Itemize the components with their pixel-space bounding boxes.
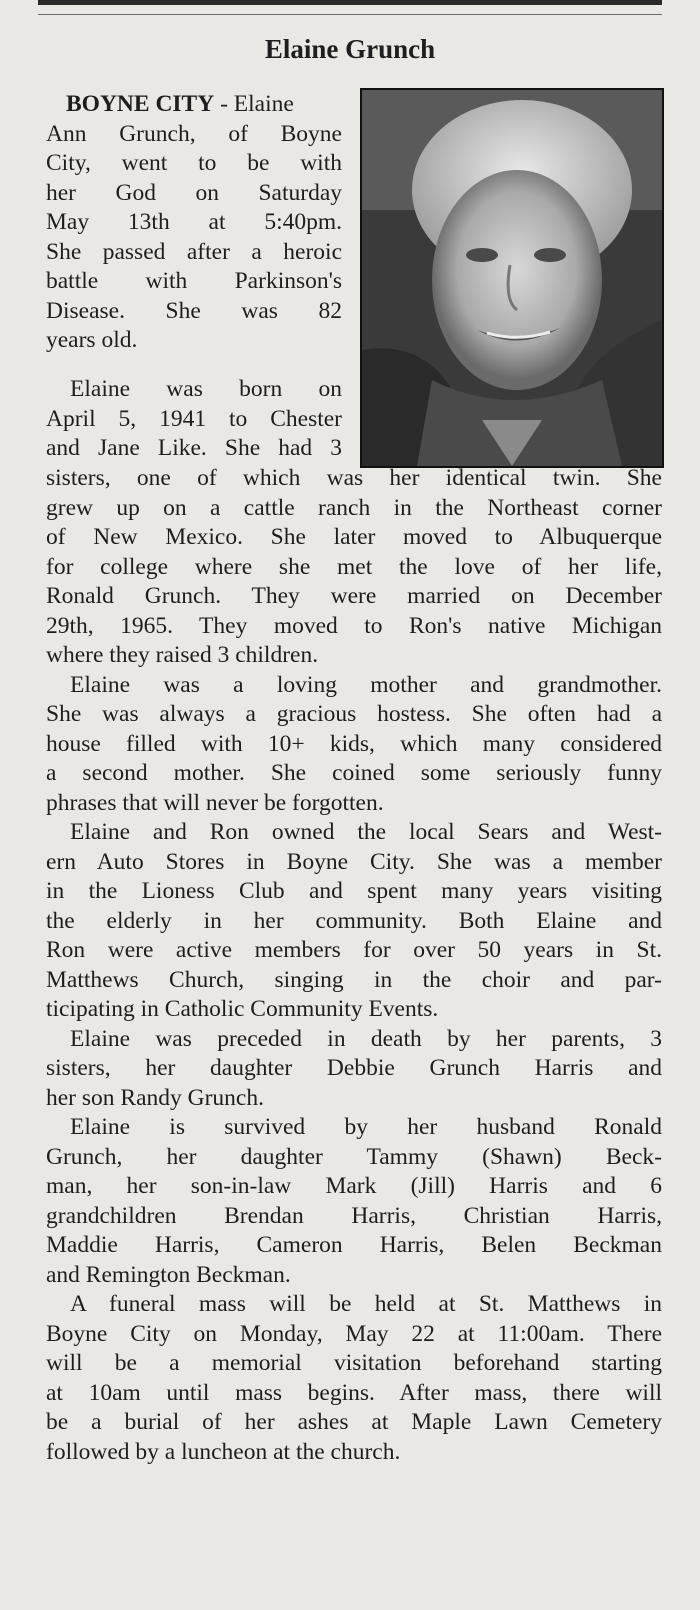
family-line: Elaine was a loving mother and grandmother. [70,671,662,698]
preceded-line: sisters, her daughter Debbie Grunch Harris and [46,1055,662,1081]
intro-line: She passed after a heroic [46,238,342,265]
family-line: a second mother. She coined some seriously funny [46,760,662,786]
birth-line: sisters, one of which was her identical twin. She [46,465,662,491]
birth-paragraph-rest [46,464,662,1467]
survived-line: Elaine is survived by her husband Ronald [70,1114,662,1140]
intro-line: Disease. She was 82 [46,297,342,324]
top-divider [38,14,662,15]
intro-line: years old. [46,327,138,353]
birth-line: of New Mexico. She later moved to Albuquerque [46,524,662,550]
service-line: be a burial of her ashes at Maple Lawn Cemetery [46,1409,662,1435]
intro-line: her God on Saturday [46,179,342,206]
preceded-line: Elaine was preceded in death by her parents, 3 [70,1025,662,1052]
birth-paragraph-top [46,375,342,464]
birth-line: for college where she met the love of her life, [46,553,662,580]
family-line: house filled with 10+ kids, which many considered [46,730,662,757]
intro-line: Ann Grunch, of Boyne [46,120,342,147]
intro-line: battle with Parkinson's [46,268,342,294]
business-line: Elaine and Ron owned the local Sears and West- [70,819,662,845]
birth-line: grew up on a cattle ranch in the Northeast corner [46,494,662,521]
service-line: Boyne City on Monday, May 22 at 11:00am. There [46,1320,662,1347]
survived-line: Maddie Harris, Cameron Harris, Belen Beckman [46,1232,662,1258]
obituary-headline: Elaine Grunch [264,34,436,64]
family-line: She was always a gracious hostess. She often had a [46,701,662,727]
intro-line: May 13th at 5:40pm. [46,209,342,235]
intro-line: - Elaine [214,91,294,117]
business-line: in the Lioness Club and spent many years visiting [46,878,662,904]
business-line: Ron were active members for over 50 years in St. [46,937,662,963]
dateline: BOYNE CITY [66,91,215,117]
birth-line: April 5, 1941 to Chester [46,405,342,432]
business-line: ticipating in Catholic Community Events. [46,996,439,1022]
birth-line: Ronald Grunch. They were married on December [46,583,662,609]
business-line: ern Auto Stores in Boyne City. She was a member [46,848,662,875]
service-line: at 10am until mass begins. After mass, there will [46,1379,662,1406]
survived-line: Grunch, her daughter Tammy (Shawn) Beck- [46,1143,662,1170]
intro-paragraph [46,90,342,356]
intro-line: City, went to be with [46,150,342,176]
survived-line: man, her son-in-law Mark (Jill) Harris and 6 [46,1173,662,1199]
survived-line: and Remington Beckman. [46,1261,291,1288]
birth-line: where they raised 3 children. [46,642,319,668]
service-line: followed by a luncheon at the church. [46,1438,401,1465]
service-line: will be a memorial visitation beforehand starting [46,1350,662,1376]
birth-line: 29th, 1965. They moved to Ron's native Michigan [46,612,662,639]
family-line: phrases that will never be forgotten. [46,789,384,816]
business-line: the elderly in her community. Both Elaine and [46,907,662,934]
birth-line: and Jane Like. She had 3 [46,435,342,461]
business-line: Matthews Church, singing in the choir and par- [46,966,662,993]
portrait-photo [360,88,664,468]
preceded-line: her son Randy Grunch. [46,1084,264,1111]
top-rule [38,0,662,5]
birth-line: Elaine was born on [70,376,342,402]
service-line: A funeral mass will be held at St. Matthews in [70,1291,662,1317]
survived-line: grandchildren Brendan Harris, Christian Harris, [46,1202,662,1229]
portrait-image [362,90,662,466]
